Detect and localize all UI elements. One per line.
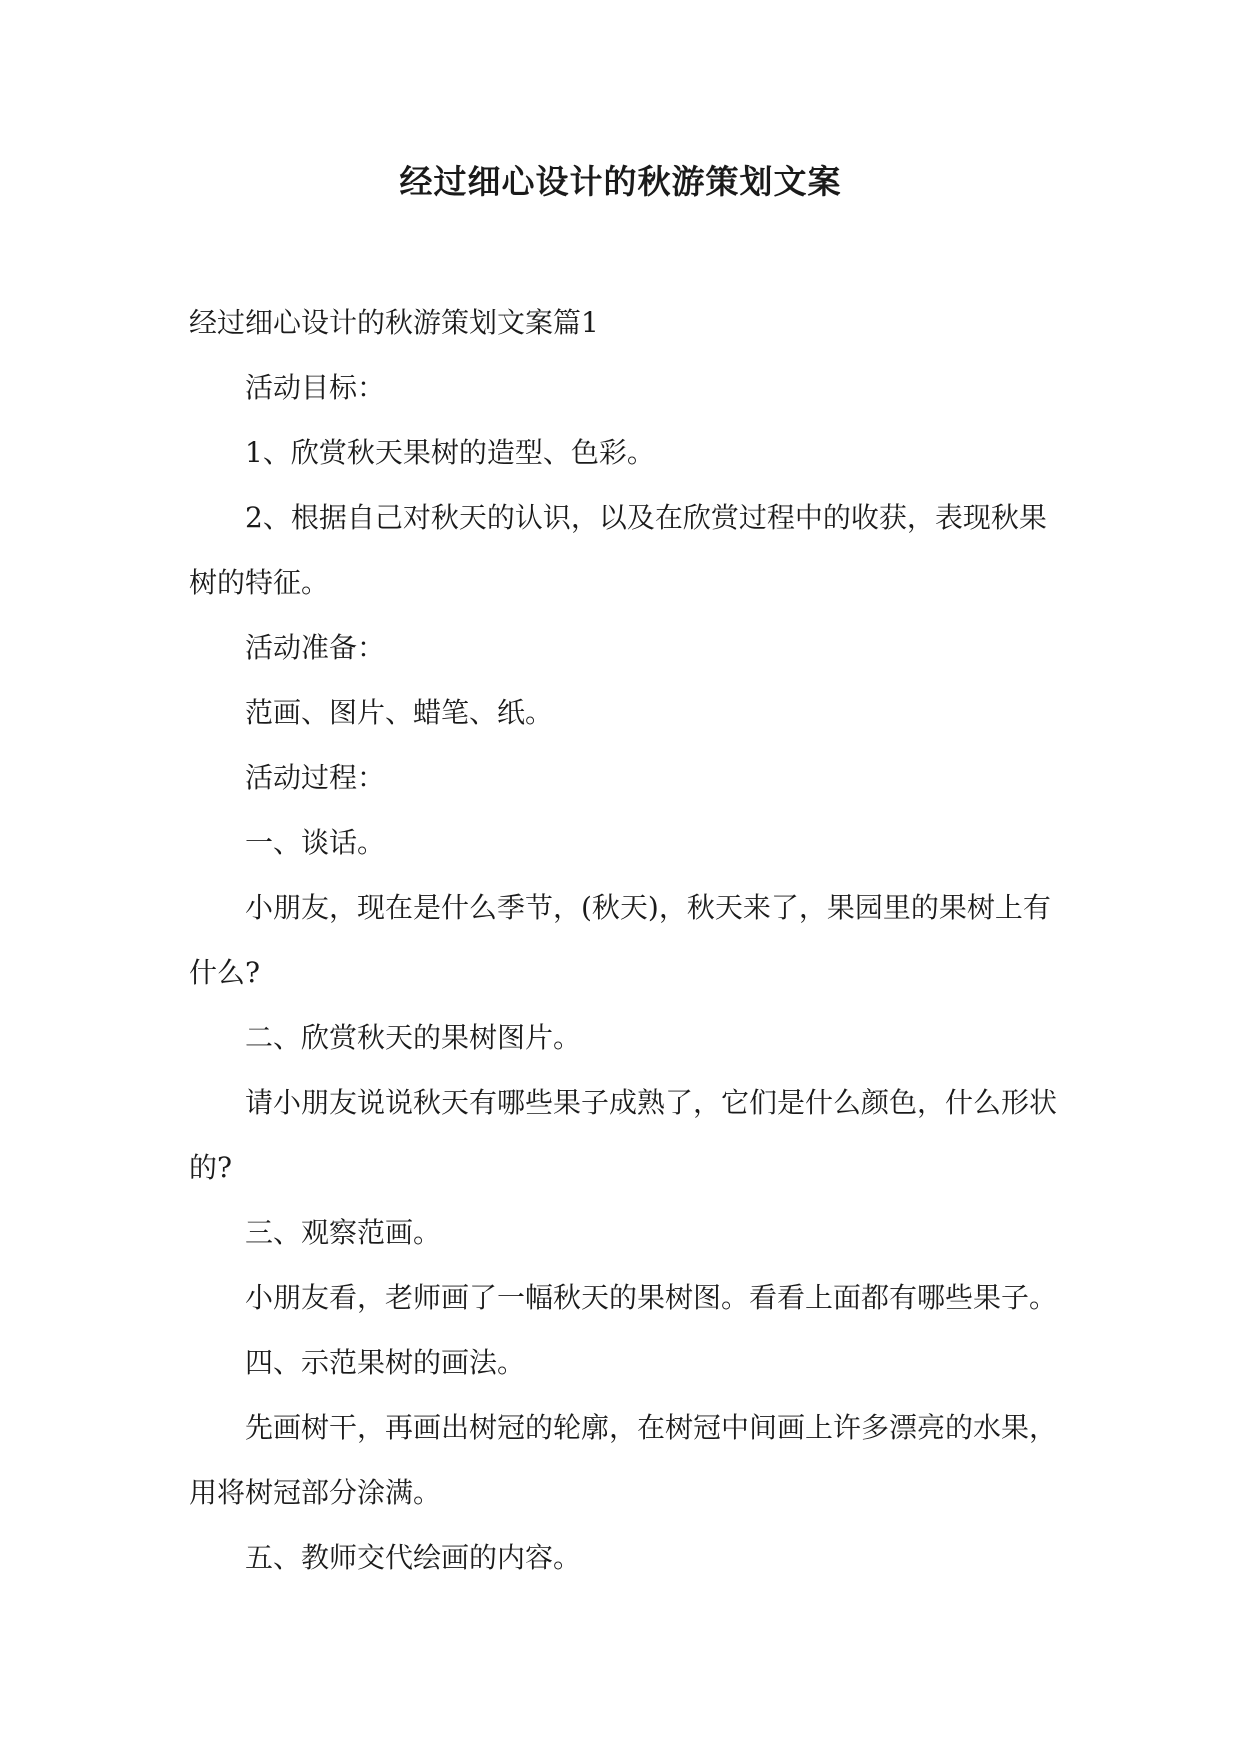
document-title: 经过细心设计的秋游策划文案 xyxy=(399,162,842,201)
paragraph-step-3: 三、观察范画。 xyxy=(245,1216,442,1249)
paragraph-step-5: 五、教师交代绘画的内容。 xyxy=(245,1541,582,1574)
paragraph-activity-process: 活动过程： xyxy=(245,761,386,794)
paragraph-step-1-text: 小朋友，现在是什么季节，(秋天)，秋天来了，果园里的果树上有什么? xyxy=(189,891,1051,989)
document-body xyxy=(189,290,1069,1590)
paragraph-step-2: 二、欣赏秋天的果树图片。 xyxy=(245,1021,582,1054)
section-heading: 经过细心设计的秋游策划文案篇1 xyxy=(189,306,599,339)
paragraph-step-3-text: 小朋友看，老师画了一幅秋天的果树图。看看上面都有哪些果子。 xyxy=(245,1281,1058,1314)
paragraph-activity-prep: 活动准备： xyxy=(245,631,386,664)
paragraph-step-2-text: 请小朋友说说秋天有哪些果子成熟了，它们是什么颜色，什么形状的? xyxy=(189,1086,1058,1184)
paragraph-goal-2: 2、根据自己对秋天的认识，以及在欣赏过程中的收获，表现秋果树的特征。 xyxy=(189,501,1047,599)
paragraph-step-1: 一、谈话。 xyxy=(245,826,386,859)
paragraph-step-4: 四、示范果树的画法。 xyxy=(245,1346,526,1379)
paragraph-activity-goals: 活动目标： xyxy=(245,371,386,404)
paragraph-goal-1: 1、欣赏秋天果树的造型、色彩。 xyxy=(245,436,655,469)
paragraph-step-4-text: 先画树干，再画出树冠的轮廓，在树冠中间画上许多漂亮的水果，用将树冠部分涂满。 xyxy=(189,1411,1058,1509)
paragraph-materials: 范画、图片、蜡笔、纸。 xyxy=(245,696,554,729)
